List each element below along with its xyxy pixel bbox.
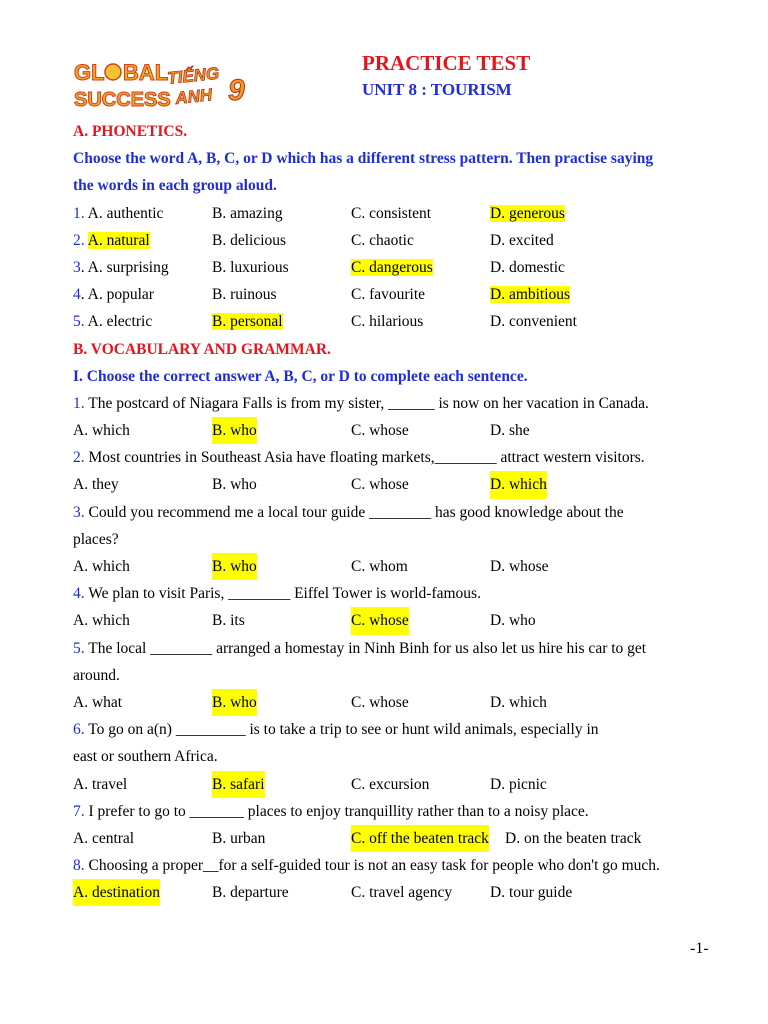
svg-text:9: 9 <box>228 74 245 107</box>
option-d[interactable] <box>490 254 565 281</box>
option-b[interactable] <box>212 254 289 281</box>
phonetics-question <box>73 281 723 308</box>
stem-text: We plan to visit Paris, ________ Eiffel Tower is world-famous. <box>88 585 481 603</box>
option-text: D. generous <box>490 204 565 222</box>
option-a[interactable]: A. which <box>73 422 130 440</box>
option-text: C. chaotic <box>351 231 414 249</box>
option-b[interactable] <box>212 308 283 335</box>
option-d[interactable]: D. whose <box>490 558 549 575</box>
instruction-line <box>73 363 723 390</box>
stem-text: The local ________ arranged a homestay in Ninh Binh for us also let us hire his car to get <box>88 639 647 657</box>
option-c[interactable] <box>351 308 423 335</box>
options-row <box>73 417 723 444</box>
question-number: 2. <box>73 231 85 249</box>
option-text: A. natural <box>87 231 150 249</box>
option-c[interactable]: C. whose <box>351 476 409 494</box>
option-d[interactable]: D. on the beaten track <box>505 829 642 847</box>
option-d[interactable]: D. tour guide <box>490 884 573 902</box>
question-number: 2. <box>73 449 85 467</box>
option-b[interactable]: B. urban <box>212 829 266 847</box>
global-success-logo <box>72 56 262 116</box>
options-row <box>73 553 723 580</box>
option-a[interactable] <box>73 281 154 308</box>
svg-text:ANH: ANH <box>174 85 214 108</box>
option-a[interactable]: A. travel <box>73 775 128 793</box>
option-text: D. convenient <box>490 313 577 331</box>
option-a[interactable]: A. which <box>73 558 130 575</box>
option-text: . A. popular <box>80 286 154 304</box>
option-a[interactable] <box>73 254 169 281</box>
option-b[interactable]: B. who <box>212 553 257 580</box>
option-b[interactable] <box>212 200 283 227</box>
question-stem <box>73 580 723 607</box>
option-c[interactable] <box>351 254 433 281</box>
section-b-heading: B. VOCABULARY AND GRAMMAR. <box>73 340 331 358</box>
section-heading <box>73 118 723 145</box>
stem-text: I prefer to go to _______ places to enjoy tranquillity rather than to a noisy place. <box>88 802 589 820</box>
phonetics-question <box>73 200 723 227</box>
option-b[interactable]: B. its <box>212 612 245 630</box>
stem-text: Could you recommend me a local tour guide ________ has good knowledge about the <box>88 503 624 521</box>
option-c[interactable]: C. travel agency <box>351 884 453 902</box>
question-stem <box>73 635 723 662</box>
option-a[interactable] <box>73 200 163 227</box>
unit-subtitle: UNIT 8 : TOURISM <box>362 80 512 99</box>
stem-text: To go on a(n) _________ is to take a trip to see or hunt wild animals, especially in <box>88 721 599 739</box>
option-b[interactable] <box>212 281 277 308</box>
option-b[interactable]: B. who <box>212 417 257 444</box>
svg-text:TIẾNG: TIẾNG <box>166 63 221 88</box>
options-row <box>73 607 723 634</box>
option-d[interactable] <box>490 281 570 308</box>
options-row <box>73 471 723 498</box>
question-number: 7. <box>73 802 85 820</box>
option-c[interactable] <box>351 227 414 254</box>
question-number: 4. <box>73 585 85 603</box>
question-stem <box>73 526 723 553</box>
option-d[interactable] <box>490 227 554 254</box>
option-text: C. dangerous <box>351 258 433 276</box>
stem-text: Most countries in Southeast Asia have floating markets,________ attract western visitors. <box>88 449 645 467</box>
option-d[interactable]: D. who <box>490 612 536 630</box>
option-text: B. luxurious <box>212 258 289 276</box>
page-title: PRACTICE TEST <box>362 51 531 75</box>
option-c[interactable]: C. excursion <box>351 775 430 793</box>
option-text: A. authentic <box>87 204 164 222</box>
option-text: C. consistent <box>351 204 432 222</box>
instruction-line <box>73 172 723 199</box>
stem-text: places? <box>73 530 119 548</box>
option-b[interactable]: B. who <box>212 476 257 494</box>
instruction-text: the words in each group aloud. <box>73 177 277 195</box>
option-d[interactable]: D. which <box>490 471 547 498</box>
option-text: B. personal <box>212 313 283 331</box>
option-c[interactable] <box>351 281 425 308</box>
section-a-heading: A. PHONETICS. <box>73 123 188 140</box>
question-number: 6. <box>73 721 85 739</box>
svg-text:GL: GL <box>74 60 105 85</box>
option-a[interactable]: A. they <box>73 476 119 494</box>
section-heading <box>73 336 723 363</box>
option-b[interactable]: B. who <box>212 689 257 716</box>
option-c[interactable] <box>351 200 431 227</box>
options-row <box>73 771 723 798</box>
option-a[interactable]: A. which <box>73 612 130 630</box>
option-text: D. domestic <box>490 258 565 276</box>
option-d[interactable]: D. she <box>490 422 530 440</box>
option-c[interactable]: C. whose <box>351 422 409 440</box>
stem-text: east or southern Africa. <box>73 748 218 766</box>
stem-text: Choosing a proper__for a self-guided tour is not an easy task for people who don't go much. <box>88 857 660 875</box>
question-number: 3 <box>73 258 81 276</box>
option-c[interactable]: C. off the beaten track <box>351 825 489 852</box>
question-number: 3. <box>73 503 85 521</box>
option-d[interactable]: D. picnic <box>490 775 547 793</box>
instruction-line <box>73 145 723 172</box>
phonetics-question <box>73 227 723 254</box>
svg-text:BAL: BAL <box>123 60 169 85</box>
options-row <box>73 689 723 716</box>
option-text: B. delicious <box>212 231 287 249</box>
option-text: B. ruinous <box>212 286 277 304</box>
option-a[interactable]: A. destination <box>73 879 160 906</box>
stem-text: around. <box>73 666 120 684</box>
question-stem <box>73 444 723 471</box>
option-c[interactable]: C. whose <box>351 693 409 711</box>
question-number: 4 <box>73 286 81 304</box>
question-stem <box>73 499 723 526</box>
option-text: C. favourite <box>351 286 426 304</box>
option-text: . A. surprising <box>80 258 169 276</box>
option-d[interactable] <box>490 200 565 227</box>
instruction-text: I. Choose the correct answer A, B, C, or D to complete each sentence. <box>73 367 528 385</box>
svg-text:SUCCESS: SUCCESS <box>74 89 171 111</box>
option-d[interactable]: D. which <box>490 693 547 711</box>
option-b[interactable]: B. departure <box>212 884 289 902</box>
question-number: 5. <box>73 313 85 331</box>
option-text: A. electric <box>87 313 153 331</box>
question-stem <box>73 743 723 770</box>
option-a[interactable]: A. central <box>73 829 135 847</box>
question-stem <box>73 798 723 825</box>
question-number: 1. <box>73 204 85 222</box>
option-a[interactable] <box>73 227 150 254</box>
option-a[interactable] <box>73 308 152 335</box>
option-b[interactable] <box>212 227 286 254</box>
option-c[interactable]: C. whose <box>351 607 409 634</box>
page-number: -1- <box>690 940 709 957</box>
option-text: D. ambitious <box>490 286 571 304</box>
question-number: 5. <box>73 639 85 657</box>
question-stem <box>73 662 723 689</box>
question-stem <box>73 716 723 743</box>
option-text: C. hilarious <box>351 313 424 331</box>
phonetics-question <box>73 308 723 335</box>
option-text: B. amazing <box>212 204 283 222</box>
question-stem <box>73 390 723 417</box>
option-a[interactable]: A. what <box>73 693 123 711</box>
option-b[interactable]: B. safari <box>212 771 265 798</box>
options-row <box>73 879 723 906</box>
question-number: 1. <box>73 394 85 412</box>
options-row <box>73 825 723 852</box>
option-c[interactable]: C. whom <box>351 558 408 575</box>
question-stem <box>73 852 723 879</box>
phonetics-question <box>73 254 723 281</box>
worksheet-body <box>73 118 723 906</box>
option-d[interactable] <box>490 308 577 335</box>
option-text: D. excited <box>490 231 554 249</box>
instruction-text: Choose the word A, B, C, or D which has a different stress pattern. Then practise saying <box>73 150 654 168</box>
question-number: 8. <box>73 857 85 875</box>
stem-text: The postcard of Niagara Falls is from my sister, ______ is now on her vacation in Canada. <box>88 394 649 412</box>
